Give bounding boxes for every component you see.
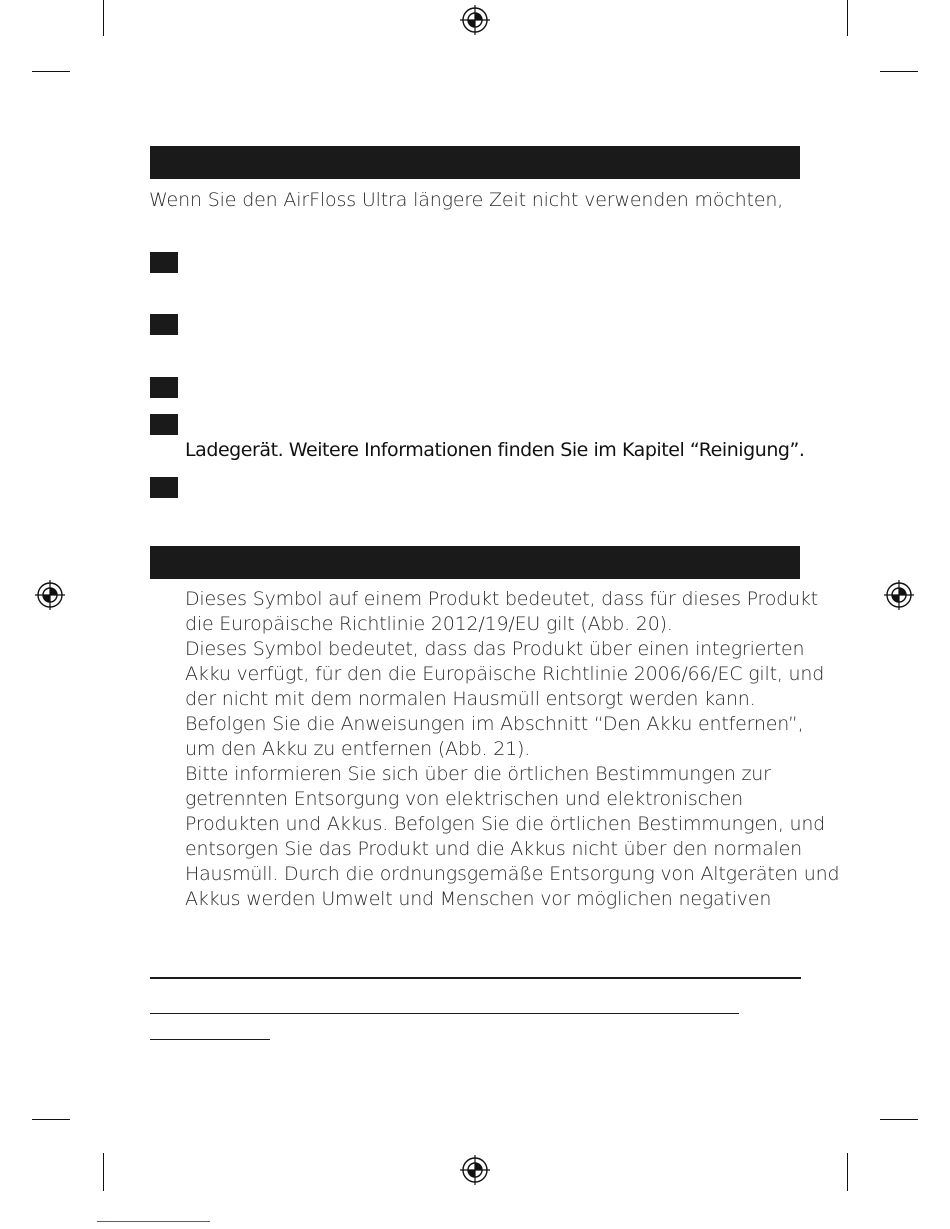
environment-line: die Europäische Richtlinie 2012/19/EU gilt (Abb. 20). <box>185 613 673 635</box>
section-heading-bar-environment <box>150 546 800 579</box>
environment-paragraph <box>185 587 840 912</box>
crop-mark-bottom-left-horizontal <box>32 1119 70 1120</box>
crop-mark-bottom-left-vertical <box>103 1153 104 1191</box>
environment-line: Befolgen Sie die Anweisungen im Abschnitt “Den Akku entfernen”, <box>185 713 804 735</box>
environment-line: um den Akku zu entfernen (Abb. 21). <box>185 738 531 760</box>
environment-line: Dieses Symbol bedeutet, dass das Produkt über einen integrierten <box>185 638 805 660</box>
environment-line: Produkten und Akkus. Befolgen Sie die örtlichen Bestimmungen, und <box>185 813 826 835</box>
step-marker-3 <box>150 377 178 398</box>
crop-mark-top-right-vertical <box>847 0 848 36</box>
step-marker-2 <box>150 314 178 335</box>
environment-line: getrennten Entsorgung von elektrischen und elektronischen <box>185 788 744 810</box>
environment-line: Hausmüll. Durch die ordnungsgemäße Entsorgung von Altgeräten und <box>185 863 840 885</box>
step-marker-1 <box>150 252 178 273</box>
step-marker-4 <box>150 414 178 435</box>
step-4-continuation-text: Ladegerät. Weitere Informationen finden Sie im Kapitel “Reinigung”. <box>185 439 805 461</box>
intro-text: Wenn Sie den AirFloss Ultra längere Zeit nicht verwenden möchten, <box>149 189 784 211</box>
environment-line: Akku verfügt, für den die Europäische Richtlinie 2006/66/EC gilt, und <box>185 663 825 685</box>
registration-crosshair-icon <box>460 1155 490 1185</box>
environment-line: Bitte informieren Sie sich über die örtlichen Bestimmungen zur <box>185 763 771 785</box>
environment-line: Akkus werden Umwelt und Menschen vor möglichen negativen <box>185 888 772 910</box>
environment-line: entsorgen Sie das Produkt und die Akkus nicht über den normalen <box>185 838 802 860</box>
footnote-rule-long <box>150 1013 739 1014</box>
registration-crosshair-icon <box>460 5 490 35</box>
registration-crosshair-icon <box>35 580 65 610</box>
environment-line: Dieses Symbol auf einem Produkt bedeutet, dass für dieses Produkt <box>185 588 818 610</box>
link-underline <box>97 1221 210 1222</box>
crop-mark-bottom-right-horizontal <box>880 1119 918 1120</box>
environment-line: der nicht mit dem normalen Hausmüll entsorgt werden kann. <box>185 688 756 710</box>
section-divider-rule <box>150 977 801 979</box>
registration-crosshair-icon <box>884 580 914 610</box>
footnote-rule-short <box>150 1039 270 1040</box>
section-heading-bar-storage <box>150 146 800 179</box>
crop-mark-top-left-vertical <box>103 0 104 36</box>
step-marker-5 <box>150 477 178 498</box>
crop-mark-top-right-horizontal <box>880 71 918 72</box>
crop-mark-top-left-horizontal <box>32 71 70 72</box>
crop-mark-bottom-right-vertical <box>847 1153 848 1191</box>
